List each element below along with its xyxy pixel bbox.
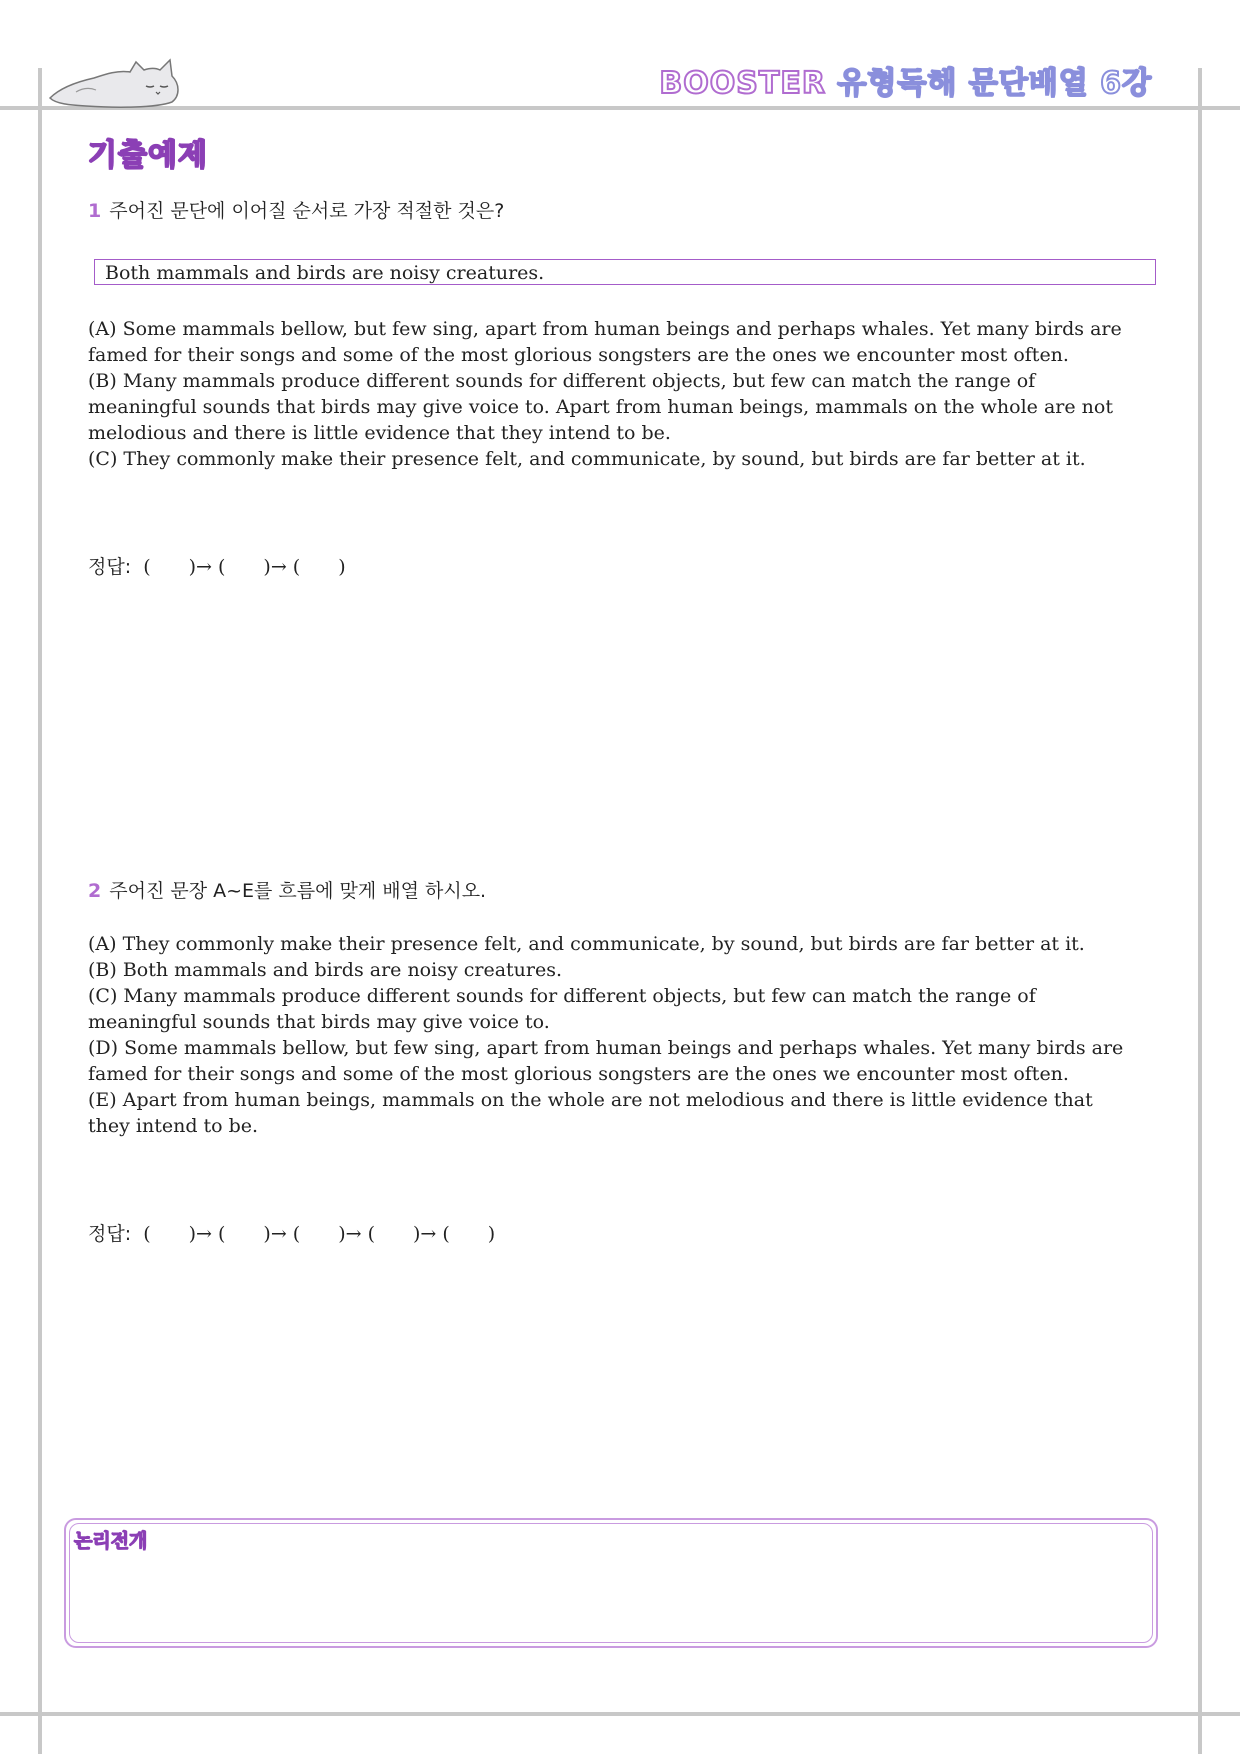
given-sentence-box: Both mammals and birds are noisy creatures.: [94, 259, 1156, 285]
header-lesson: 유형독해 문단배열 6강: [837, 66, 1152, 101]
header-rule: [0, 106, 1240, 110]
answer-label: 정답:: [88, 556, 132, 578]
question-1-text: 주어진 문단에 이어질 순서로 가장 적절한 것은?: [109, 200, 505, 222]
section-title: 기출예제: [88, 138, 208, 173]
question-1-answer: [88, 552, 346, 579]
paragraph-a: (A) Some mammals bellow, but few sing, apart from human beings and perhaps whales. Yet many birds are famed for their songs and some of the most glorious songsters are the ones we encounter most often.: [88, 318, 1122, 366]
answer-blanks: ( )→ ( )→ ( )→ ( )→ ( ): [143, 1223, 496, 1245]
sentence-b: (B) Both mammals and birds are noisy creatures.: [88, 959, 563, 981]
header-series: BOOSTER: [659, 66, 826, 101]
logic-flow-box: [64, 1518, 1158, 1648]
question-2-paragraphs: [88, 931, 1124, 1139]
right-margin-rule: [1198, 68, 1202, 1754]
question-2-answer: [88, 1219, 495, 1246]
question-1-paragraphs: [88, 316, 1124, 472]
header-title: [659, 58, 1152, 102]
question-2-number: 2: [88, 880, 102, 902]
question-2-text: 주어진 문장 A~E를 흐름에 맞게 배열 하시오.: [109, 880, 487, 902]
sentence-c: (C) Many mammals produce different sounds for different objects, but few can match the range of meaningful sounds that birds may give voice to.: [88, 985, 1036, 1033]
question-1-prompt: [88, 196, 504, 223]
answer-label: 정답:: [88, 1223, 132, 1245]
sentence-e: (E) Apart from human beings, mammals on the whole are not melodious and there is little evidence that they intend to be.: [88, 1089, 1093, 1137]
paragraph-b: (B) Many mammals produce different sounds for different objects, but few can match the range of meaningful sounds that birds may give voice to. Apart from human beings, mammals on the whole are not melodious and there is little evidence that they intend to be.: [88, 370, 1113, 444]
sentence-a: (A) They commonly make their presence felt, and communicate, by sound, but birds are far better at it.: [88, 933, 1085, 955]
answer-blanks: ( )→ ( )→ ( ): [143, 556, 346, 578]
question-1-number: 1: [88, 200, 102, 222]
sentence-d: (D) Some mammals bellow, but few sing, apart from human beings and perhaps whales. Yet many birds are famed for their songs and some of the most glorious songsters are the ones we encounter most often.: [88, 1037, 1124, 1085]
footer-rule: [0, 1712, 1240, 1716]
sleeping-cat-icon: [46, 52, 186, 110]
paragraph-c: (C) They commonly make their presence felt, and communicate, by sound, but birds are far better at it.: [88, 448, 1086, 470]
logic-flow-label: 논리전개: [74, 1530, 148, 1552]
question-2-prompt: [88, 876, 486, 903]
left-margin-rule: [38, 68, 42, 1754]
